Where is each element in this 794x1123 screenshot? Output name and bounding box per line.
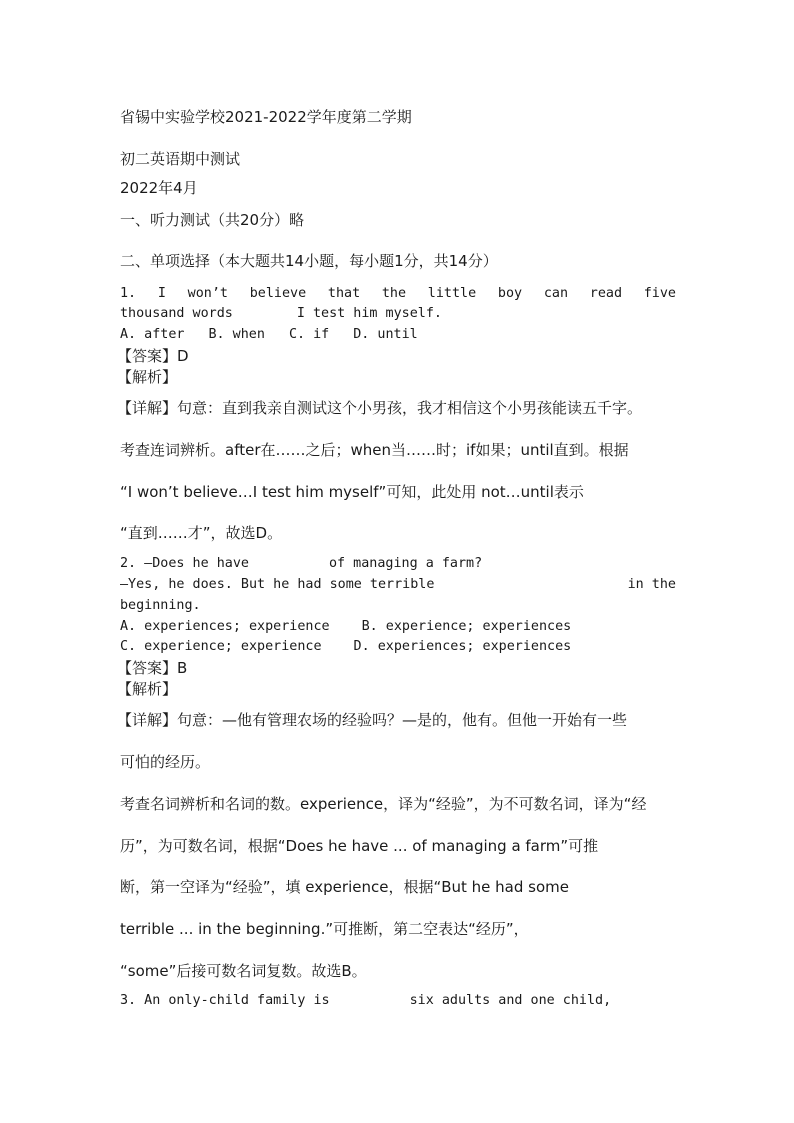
- school-line: 省锡中实验学校2021-2022学年度第二学期: [120, 108, 412, 126]
- q2-stem-part-c: —Yes, he does. But he had some terrible: [120, 577, 435, 592]
- q1-option-a: A. after: [120, 327, 185, 342]
- q2-detail-line1: 【详解】句意：—他有管理农场的经验吗？—是的，他有。但他一开始有一些: [117, 711, 628, 729]
- q2-options-row2: [120, 637, 571, 657]
- q2-stem-part-b: of managing a farm?: [329, 556, 483, 571]
- q1-analysis-label: 【解析】: [117, 368, 178, 386]
- q3-stem-line1: [120, 991, 611, 1011]
- q1-option-d: D. until: [353, 327, 418, 342]
- q2-stem-part-d: in the: [627, 577, 676, 592]
- q1-detail-line4: “直到……才”，故选D。: [120, 524, 283, 542]
- q2-option-c: C. experience; experience: [120, 639, 322, 654]
- exam-date: 2022年4月: [120, 179, 198, 197]
- q2-stem-line1: [120, 554, 482, 574]
- q2-stem-line2: [120, 575, 676, 595]
- listening-section-heading: 一、听力测试（共20分）略: [120, 211, 305, 229]
- q1-stem-line2: [120, 304, 442, 324]
- q2-answer: 【答案】B: [117, 659, 188, 677]
- q2-option-a: A. experiences; experience: [120, 619, 330, 634]
- q3-stem-part-a: 3. An only-child family is: [120, 993, 330, 1008]
- q2-detail-line7: “some”后接可数名词复数。故选B。: [120, 962, 367, 980]
- q1-stem-part-b: I test him myself.: [296, 306, 442, 321]
- q2-stem-part-a: 2. —Does he have: [120, 556, 249, 571]
- q2-stem-line3: beginning.: [120, 598, 201, 613]
- q1-stem-line1: 1. I won’t believe that the little boy can read five: [120, 286, 676, 301]
- q2-detail-line5: 断，第一空译为“经验”，填 experience，根据“But he had some: [120, 878, 569, 896]
- q1-option-c: C. if: [288, 327, 330, 342]
- q1-answer: 【答案】D: [117, 347, 189, 365]
- q3-stem-part-b: six adults and one child,: [409, 993, 612, 1008]
- q1-detail-line1: 【详解】句意：直到我亲自测试这个小男孩，我才相信这个小男孩能读五千字。: [117, 399, 643, 417]
- q2-option-b: B. experience; experiences: [361, 619, 572, 634]
- q2-option-d: D. experiences; experiences: [353, 639, 572, 654]
- q1-detail-line3: “I won’t believe…I test him myself”可知，此处用 not…until表示: [120, 483, 584, 501]
- single-choice-section-heading: 二、单项选择（本大题共14小题，每小题1分，共14分）: [120, 252, 498, 270]
- q1-option-b: B. when: [208, 327, 265, 342]
- q1-options: [120, 325, 418, 345]
- q2-detail-line2: 可怕的经历。: [120, 753, 211, 771]
- q2-detail-line4: 历”，为可数名词，根据“Does he have ... of managing a farm”可推: [120, 837, 599, 855]
- q2-options-row1: [120, 617, 571, 637]
- q2-detail-line6: terrible ... in the beginning.”可推断，第二空表达“经历”，: [120, 920, 529, 938]
- q2-analysis-label: 【解析】: [117, 680, 178, 698]
- q1-detail-line2: 考查连词辨析。after在……之后；when当……时；if如果；until直到。根据: [120, 441, 629, 459]
- exam-title: 初二英语期中测试: [120, 150, 241, 168]
- q1-stem-part-a: thousand words: [120, 306, 233, 321]
- q2-detail-line3: 考查名词辨析和名词的数。experience，译为“经验”，为不可数名词，译为“经: [120, 795, 647, 813]
